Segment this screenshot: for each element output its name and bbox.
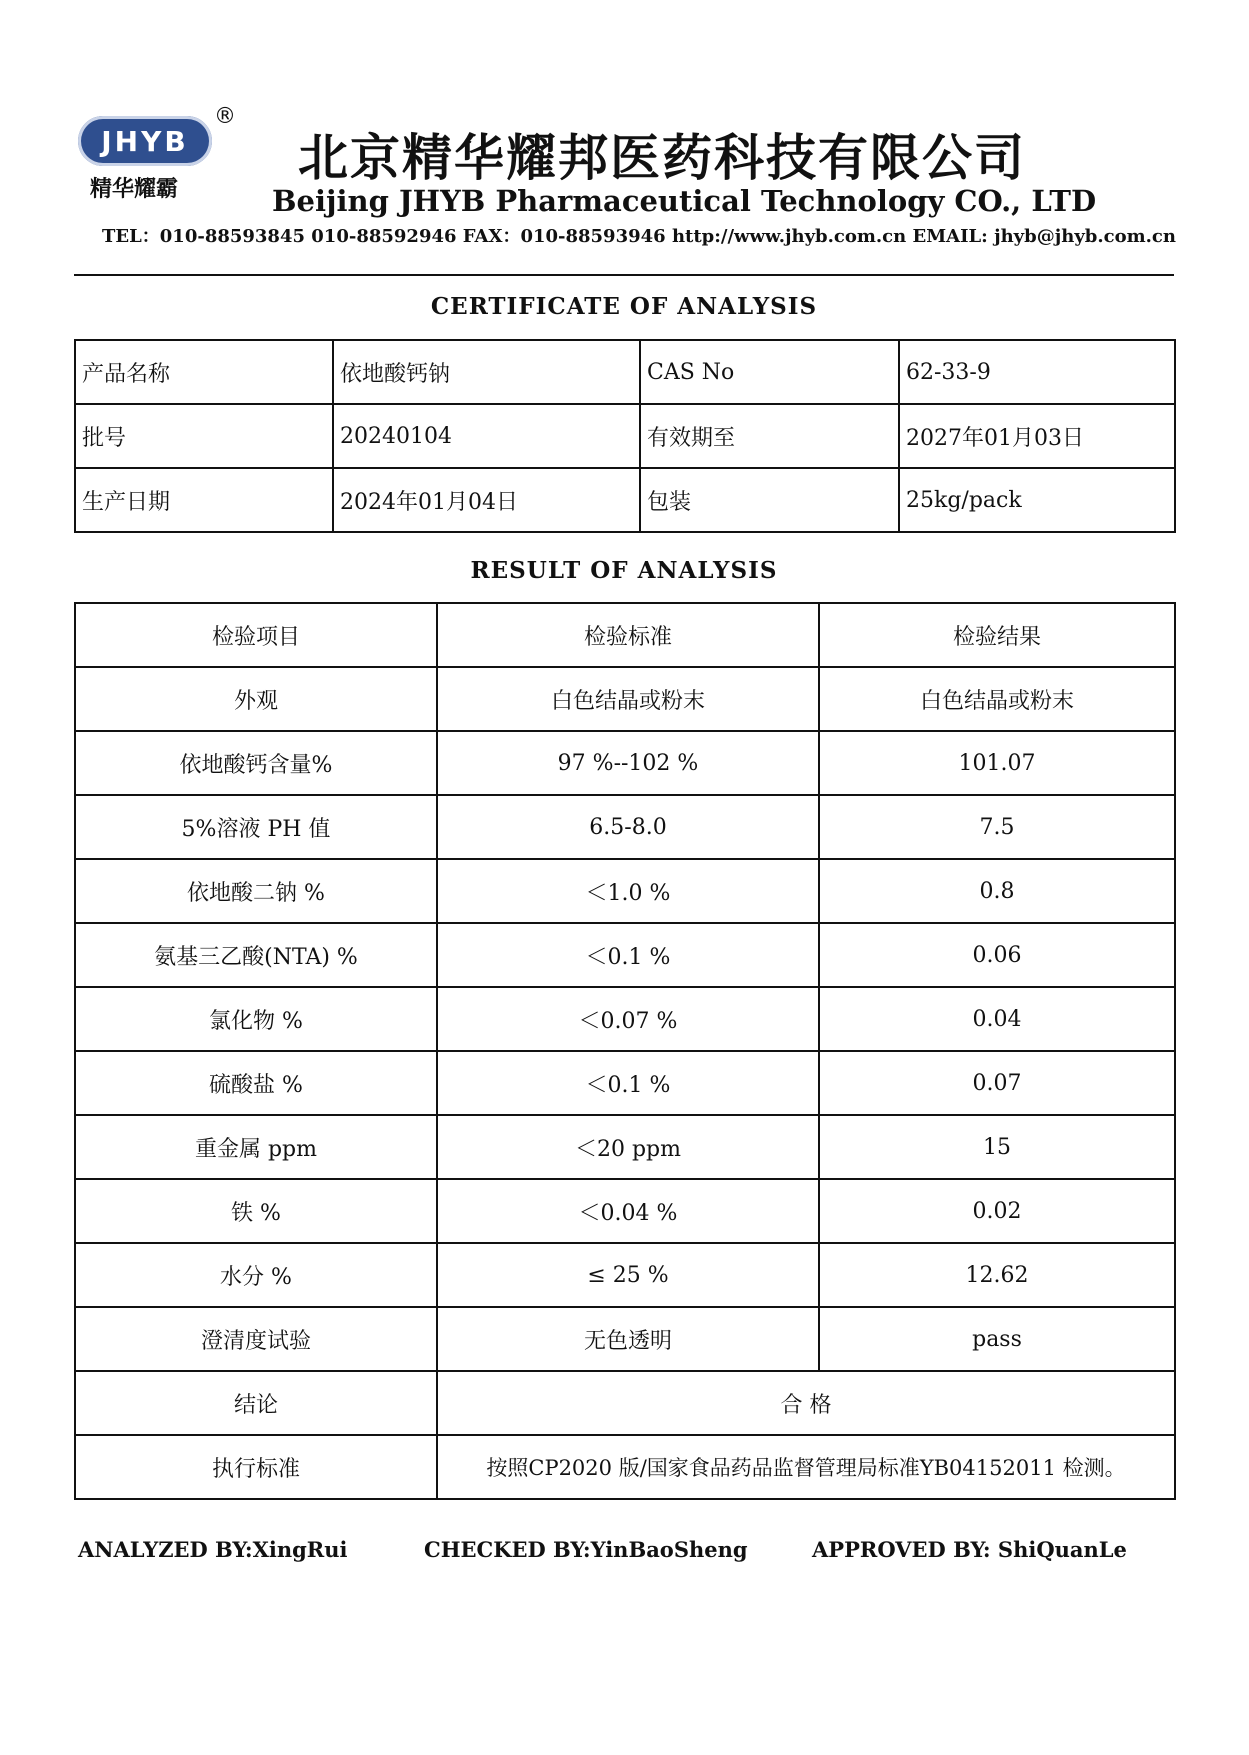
info-label: 产品名称	[75, 340, 333, 404]
table-row	[75, 987, 1175, 1051]
table-row	[75, 1243, 1175, 1307]
test-result: 12.62	[819, 1243, 1175, 1307]
company-logo	[78, 116, 212, 166]
test-standard: 无色透明	[437, 1307, 819, 1371]
info-row	[75, 404, 1175, 468]
results-title: RESULT OF ANALYSIS	[470, 557, 778, 584]
table-row	[75, 1179, 1175, 1243]
test-standard: ＜20 ppm	[437, 1115, 819, 1179]
test-item: 铁 %	[75, 1179, 437, 1243]
table-row	[75, 1307, 1175, 1371]
conclusion-row	[75, 1371, 1175, 1435]
table-row	[75, 923, 1175, 987]
test-item: 水分 %	[75, 1243, 437, 1307]
info-label: CAS No	[640, 340, 899, 404]
company-name-en: Beijing JHYB Pharmaceutical Technology CO., LTD	[272, 184, 1097, 218]
test-result: 0.8	[819, 859, 1175, 923]
test-standard: ＜0.1 %	[437, 1051, 819, 1115]
standard-value: 按照CP2020 版/国家食品药品监督管理局标准YB04152011 检测。	[437, 1435, 1175, 1499]
test-standard: ≤ 25 %	[437, 1243, 819, 1307]
test-item: 依地酸钙含量%	[75, 731, 437, 795]
checked-by: CHECKED BY:YinBaoSheng	[424, 1537, 748, 1562]
table-row	[75, 1115, 1175, 1179]
table-row	[75, 667, 1175, 731]
info-row	[75, 468, 1175, 532]
analysis-results-table	[74, 602, 1176, 1500]
test-result: pass	[819, 1307, 1175, 1371]
test-result: 7.5	[819, 795, 1175, 859]
standard-row	[75, 1435, 1175, 1499]
test-item: 硫酸盐 %	[75, 1051, 437, 1115]
test-item: 5%溶液 PH 值	[75, 795, 437, 859]
standard-label: 执行标准	[75, 1435, 437, 1499]
info-value: 2027年01月03日	[899, 404, 1175, 468]
test-result: 15	[819, 1115, 1175, 1179]
info-value: 2024年01月04日	[333, 468, 640, 532]
info-value: 62-33-9	[899, 340, 1175, 404]
info-label: 包装	[640, 468, 899, 532]
table-row	[75, 731, 1175, 795]
analyzed-by: ANALYZED BY:XingRui	[78, 1537, 348, 1562]
test-item: 重金属 ppm	[75, 1115, 437, 1179]
column-header: 检验标准	[437, 603, 819, 667]
certificate-title: CERTIFICATE OF ANALYSIS	[430, 293, 818, 320]
info-value: 依地酸钙钠	[333, 340, 640, 404]
test-standard: 97 %--102 %	[437, 731, 819, 795]
test-standard: 6.5-8.0	[437, 795, 819, 859]
conclusion-value: 合 格	[437, 1371, 1175, 1435]
test-item: 氨基三乙酸(NTA) %	[75, 923, 437, 987]
info-label: 生产日期	[75, 468, 333, 532]
test-result: 101.07	[819, 731, 1175, 795]
info-value: 20240104	[333, 404, 640, 468]
column-header: 检验项目	[75, 603, 437, 667]
test-item: 澄清度试验	[75, 1307, 437, 1371]
table-row	[75, 859, 1175, 923]
test-standard: 白色结晶或粉末	[437, 667, 819, 731]
info-row	[75, 340, 1175, 404]
test-result: 0.06	[819, 923, 1175, 987]
company-name-cn: 北京精华耀邦医药科技有限公司	[298, 128, 1026, 187]
test-standard: ＜1.0 %	[437, 859, 819, 923]
test-standard: ＜0.04 %	[437, 1179, 819, 1243]
header-divider	[74, 274, 1174, 276]
test-result: 0.04	[819, 987, 1175, 1051]
product-info-table	[74, 339, 1176, 533]
registered-mark: ®	[214, 104, 236, 129]
column-header: 检验结果	[819, 603, 1175, 667]
test-item: 依地酸二钠 %	[75, 859, 437, 923]
table-row	[75, 795, 1175, 859]
info-label: 有效期至	[640, 404, 899, 468]
test-result: 0.02	[819, 1179, 1175, 1243]
logo-text: JHYB	[101, 124, 189, 158]
test-result: 0.07	[819, 1051, 1175, 1115]
info-value: 25kg/pack	[899, 468, 1175, 532]
test-result: 白色结晶或粉末	[819, 667, 1175, 731]
test-item: 外观	[75, 667, 437, 731]
conclusion-label: 结论	[75, 1371, 437, 1435]
test-standard: ＜0.07 %	[437, 987, 819, 1051]
test-standard: ＜0.1 %	[437, 923, 819, 987]
results-header-row	[75, 603, 1175, 667]
test-item: 氯化物 %	[75, 987, 437, 1051]
contact-line: TEL：010-88593845 010-88592946 FAX：010-88593946 http://www.jhyb.com.cn EMAIL: jhyb@jhyb.com.cn	[102, 226, 1176, 247]
logo-chinese-text: 精华耀霸	[90, 177, 179, 202]
info-label: 批号	[75, 404, 333, 468]
approved-by: APPROVED BY: ShiQuanLe	[812, 1537, 1127, 1562]
table-row	[75, 1051, 1175, 1115]
